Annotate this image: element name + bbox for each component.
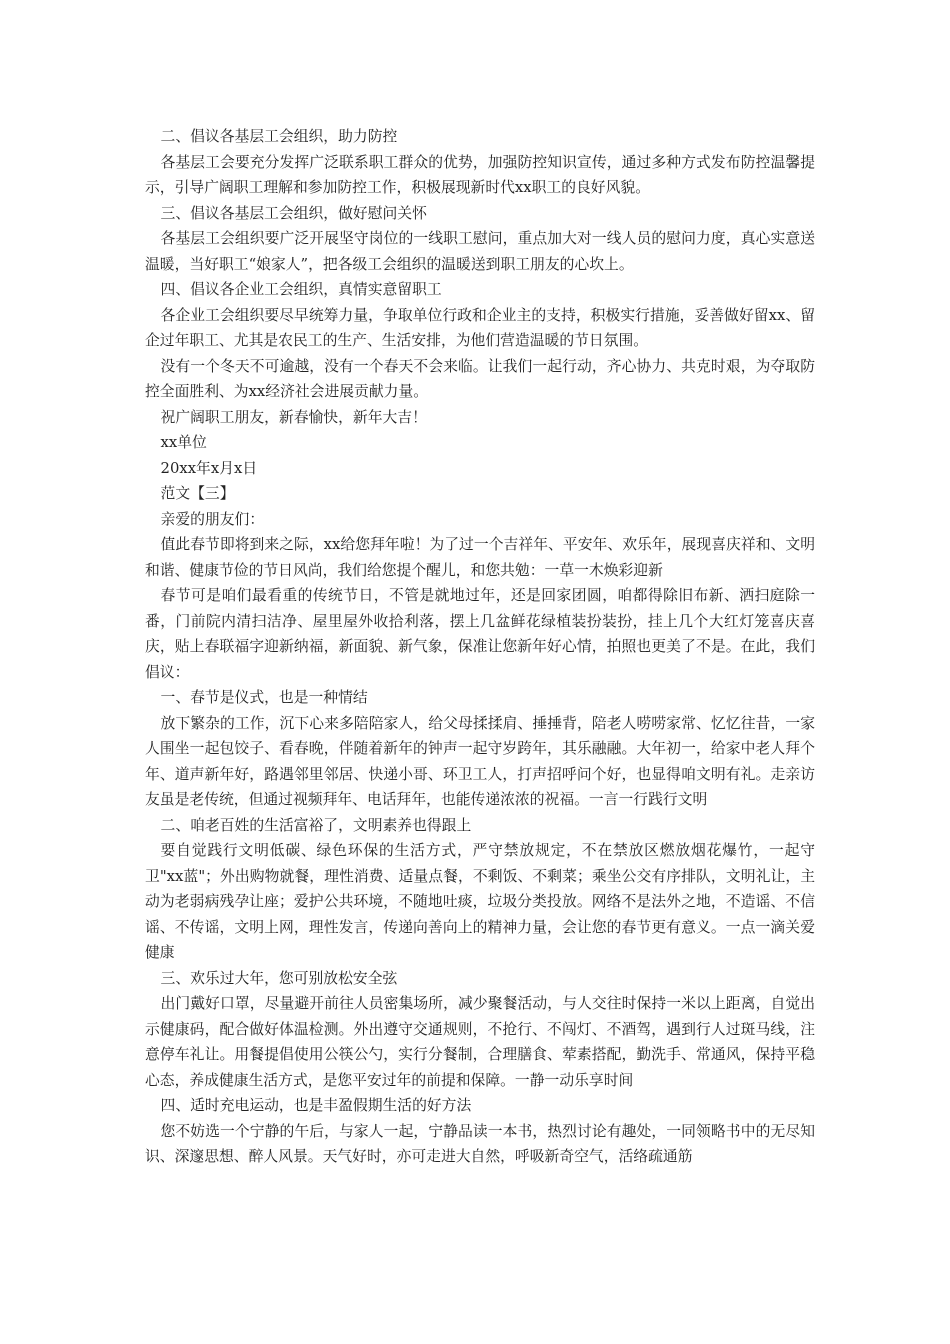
paragraph: 要自觉践行文明低碳、绿色环保的生活方式，严守禁放规定，不在禁放区燃放烟花爆竹，一起守卫"xx蓝"；外出购物就餐，理性消费、适量点餐，不剩饭、不剩菜；乘坐公交有序排队，文明礼让，主动为老弱病残孕让座；爱护公共环境，不随地吐痰，垃圾分类投放。网络不是法外之地，不造谣、不信谣、不传谣，文明上网，理性发言，传递向善向上的精神力量，会让您的春节更有意义。一点一滴关爱健康 [145,842,815,961]
paragraph: 值此春节即将到来之际，xx给您拜年啦！为了过一个吉祥年、平安年、欢乐年，展现喜庆祥和、文明和谐、健康节俭的节日风尚，我们给您提个醒儿，和您共勉：一草一木焕彩迎新 [145,536,815,579]
paragraph: 亲爱的朋友们： [160,510,265,528]
paragraph: 四、适时充电运动，也是丰盈假期生活的好方法 [160,1097,472,1114]
paragraph: xx单位 [160,434,207,451]
paragraph: 20xx年x月x日 [160,459,258,477]
paragraph: 放下繁杂的工作，沉下心来多陪陪家人，给父母揉揉肩、捶捶背，陪老人唠唠家常、忆忆往昔，一家人围坐一起包饺子、看春晚，伴随着新年的钟声一起守岁跨年，其乐融融。大年初一，给家中老人拜个年、道声新年好，路遇邻里邻居、快递小哥、环卫工人，打声招呼问个好，也显得咱文明有礼。走亲访友虽是老传统，但通过视频拜年、电话拜年，也能传递浓浓的祝福。一言一行践行文明 [145,714,815,808]
paragraph: 二、咱老百姓的生活富裕了，文明素养也得跟上 [160,816,472,834]
paragraph: 四、倡议各企业工会组织，真情实意留职工 [160,281,442,298]
paragraph: 各基层工会组织要广泛开展坚守岗位的一线职工慰问，重点加大对一线人员的慰问力度，真心实意送温暖，当好职工“娘家人”，把各级工会组织的温暖送到职工朋友的心坎上。 [145,230,815,273]
paragraph: 各企业工会组织要尽早统筹力量，争取单位行政和企业主的支持，积极实行措施，妥善做好留xx、留企过年职工、尤其是农民工的生产、生活安排，为他们营造温暖的节日氛围。 [145,306,815,349]
paragraph: 出门戴好口罩，尽量避开前往人员密集场所，减少聚餐活动，与人交往时保持一米以上距离，自觉出示健康码，配合做好体温检测。外出遵守交通规则，不抢行、不闯灯、不酒驾，遇到行人过斑马线，注意停车礼让。用餐提倡使用公筷公勺，实行分餐制，合理膳食、荤素搭配，勤洗手、常通风，保持平稳心态，养成健康生活方式，是您平安过年的前提和保障。一静一动乐享时间 [145,995,815,1089]
paragraph: 祝广阔职工朋友，新春愉快，新年大吉！ [160,408,427,426]
paragraph: 范文【三】 [160,485,235,502]
paragraph: 三、倡议各基层工会组织，做好慰问关怀 [160,204,427,222]
paragraph: 没有一个冬天不可逾越，没有一个春天不会来临。让我们一起行动，齐心协力、共克时艰，为夺取防控全面胜利、为xx经济社会进展贡献力量。 [145,357,815,400]
paragraph: 三、欢乐过大年，您可别放松安全弦 [160,969,398,987]
paragraph: 春节可是咱们最看重的传统节日，不管是就地过年，还是回家团圆，咱都得除旧布新、洒扫庭除一番，门前院内清扫洁净、屋里屋外收拾利落，摆上几盆鲜花绿植装扮装扮，挂上几个大红灯笼喜庆喜庆，贴上春联福字迎新纳福，新面貌、新气象，保准让您新年好心情，拍照也更美了不是。在此，我们倡议： [145,587,815,681]
paragraph: 各基层工会要充分发挥广泛联系职工群众的优势，加强防控知识宣传，通过多种方式发布防控温馨提示，引导广阔职工理解和参加防控工作，积极展现新时代xx职工的良好风貌。 [145,153,815,196]
document-body [145,124,815,1170]
paragraph: 您不妨选一个宁静的午后，与家人一起，宁静品读一本书，热烈讨论有趣处，一同领略书中的无尽知识、深邃思想、醉人风景。天气好时，亦可走进大自然，呼吸新奇空气，活络疏通筋 [145,1122,815,1165]
paragraph: 一、春节是仪式，也是一种情结 [160,689,368,706]
paragraph: 二、倡议各基层工会组织，助力防控 [160,128,398,145]
